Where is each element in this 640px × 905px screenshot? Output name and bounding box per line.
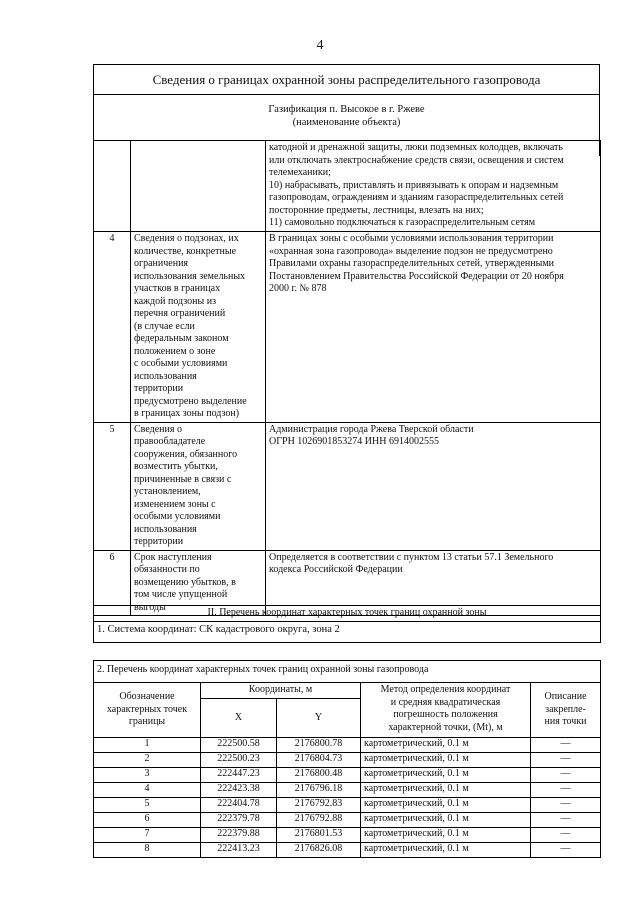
header-y: Y	[277, 699, 361, 738]
point-number: 2	[94, 753, 201, 768]
coord-y: 2176804.73	[277, 753, 361, 768]
row-number: 4	[94, 232, 131, 423]
page-number: 4	[316, 38, 324, 53]
row-label: Сведения о правообладателе сооружения, обязанного возместить убытки, причиненные в связи с установлением, изменением зоны с особыми условиями использования территории	[131, 422, 266, 550]
row-label: Сведения о подзонах, их количестве, конкретные ограничения использования земельных участков в границах каждой подзоны из перечня ограничений (в случае если федеральным законом положением о зоне с особыми условиями использования территории предусмотрено выделение в границах зоны подзон)	[131, 232, 266, 423]
table-row	[94, 798, 601, 813]
point-description: —	[531, 783, 601, 798]
method: картометрический, 0.1 м	[361, 798, 531, 813]
table-row	[94, 768, 601, 783]
method: картометрический, 0.1 м	[361, 813, 531, 828]
method: картометрический, 0.1 м	[361, 753, 531, 768]
coord-x: 222423.38	[201, 783, 277, 798]
point-description: —	[531, 738, 601, 753]
coord-x: 222413.23	[201, 843, 277, 858]
restrictions-continuation: катодной и дренажной защиты, люки подземных колодцев, включать или отключать электроснабжение средств связи, освещения и систем телемеханики; 10) набрасывать, приставлять и привязывать к опорам и надземным газопроводам, ограждениям и зданиям газораспределительных сетей посторонние предметы, лестницы, влезать на них; 11) самовольно подключаться к газораспределительным сетям	[266, 141, 601, 232]
point-description: —	[531, 798, 601, 813]
header-x: X	[201, 699, 277, 738]
point-description: —	[531, 813, 601, 828]
row-value: Администрация города Ржева Тверской области ОГРН 1026901853274 ИНН 6914002555	[266, 422, 601, 550]
table-row	[94, 828, 601, 843]
header-description: Описание закрепле- ния точки	[531, 683, 601, 738]
row-label: Срок наступления обязанности по возмещению убытков, в том числе упущенной выгоды	[131, 550, 266, 616]
row-value: Определяется в соответствии с пунктом 13 статьи 57.1 Земельного кодекса Российской Федерации	[266, 550, 601, 616]
point-number: 6	[94, 813, 201, 828]
object-block	[94, 103, 599, 129]
coord-y: 2176800.48	[277, 768, 361, 783]
continuation-row	[94, 141, 601, 232]
header-method: Метод определения координат и средняя квадратическая погрешность положения характерной точки, (Mt), м	[361, 683, 531, 738]
point-number: 4	[94, 783, 201, 798]
point-number: 7	[94, 828, 201, 843]
object-name: Газификация п. Высокое в г. Ржеве	[268, 104, 425, 115]
coord-x: 222447.23	[201, 768, 277, 783]
coordinates-list-title: 2. Перечень координат характерных точек границ охранной зоны газопровода	[94, 661, 601, 683]
point-description: —	[531, 753, 601, 768]
method: картометрический, 0.1 м	[361, 738, 531, 753]
method: картометрический, 0.1 м	[361, 768, 531, 783]
row-value: В границах зоны с особыми условиями использования территории «охранная зона газопровода» выделение подзон не предусмотрено Правилами охраны газораспределительных сетей, утвержденными Постановлением Правительства Российской Федерации от 20 ноября 2000 г. № 878	[266, 232, 601, 423]
coord-x: 222404.78	[201, 798, 277, 813]
point-description: —	[531, 768, 601, 783]
point-description: —	[531, 828, 601, 843]
point-number: 5	[94, 798, 201, 813]
method: картометрический, 0.1 м	[361, 828, 531, 843]
object-caption: (наименование объекта)	[292, 117, 401, 128]
row-number: 5	[94, 422, 131, 550]
table-row	[94, 753, 601, 768]
coord-x: 222379.88	[201, 828, 277, 843]
coord-y: 2176792.83	[277, 798, 361, 813]
point-number: 1	[94, 738, 201, 753]
row-number: 6	[94, 550, 131, 616]
method: картометрический, 0.1 м	[361, 843, 531, 858]
coord-y: 2176801.53	[277, 828, 361, 843]
section-ii-title: II. Перечень координат характерных точек границ охранной зоны	[94, 606, 601, 622]
coord-y: 2176796.18	[277, 783, 361, 798]
document-title: Сведения о границах охранной зоны распределительного газопровода	[94, 65, 599, 95]
table-row	[94, 422, 601, 550]
point-number: 8	[94, 843, 201, 858]
coord-x: 222500.23	[201, 753, 277, 768]
section-ii-header	[93, 605, 601, 643]
method: картометрический, 0.1 м	[361, 783, 531, 798]
table-row	[94, 813, 601, 828]
header-point-designation: Обозначение характерных точек границы	[94, 683, 201, 738]
table-row	[94, 232, 601, 423]
coord-x: 222500.58	[201, 738, 277, 753]
coord-x: 222379.78	[201, 813, 277, 828]
table-row	[94, 783, 601, 798]
coord-y: 2176792.88	[277, 813, 361, 828]
header-coordinates: Координаты, м	[201, 683, 361, 699]
point-description: —	[531, 843, 601, 858]
info-table	[93, 140, 601, 616]
coord-y: 2176826.08	[277, 843, 361, 858]
coord-y: 2176800.78	[277, 738, 361, 753]
point-number: 3	[94, 768, 201, 783]
coordinate-system: 1. Система координат: СК кадастрового округа, зона 2	[94, 622, 601, 643]
table-row	[94, 738, 601, 753]
table-row	[94, 843, 601, 858]
coordinates-table	[93, 660, 601, 858]
